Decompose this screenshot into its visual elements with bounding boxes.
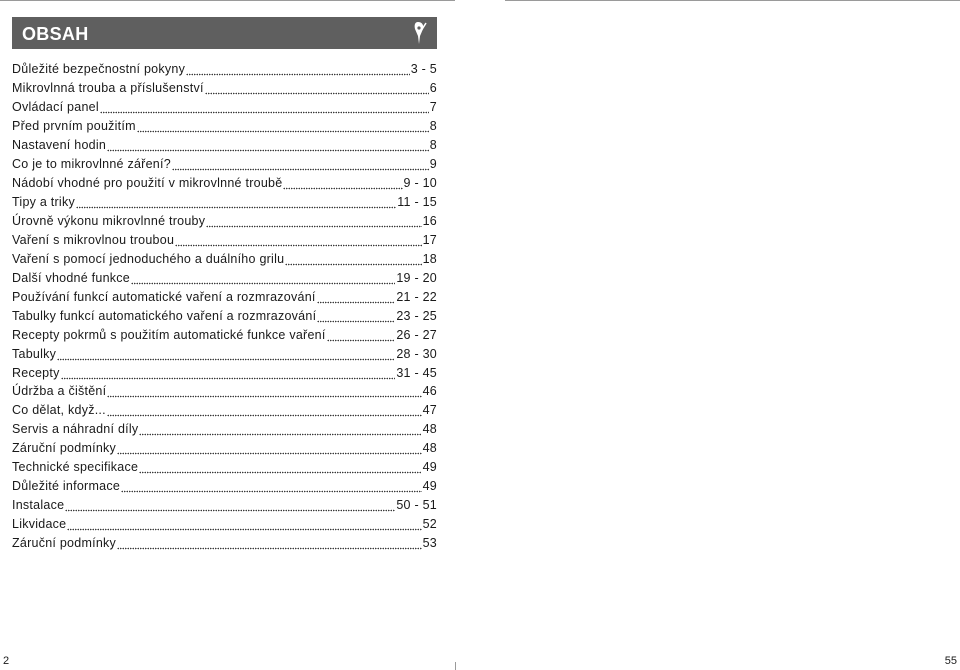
- toc-entry[interactable]: [12, 136, 437, 155]
- toc-entry[interactable]: [12, 98, 437, 117]
- toc-entry-page: 19 - 20: [396, 270, 437, 285]
- toc-entry-title: Mikrovlnná trouba a příslušenství: [12, 80, 204, 95]
- toc-entry-page: 16: [422, 213, 437, 228]
- toc-entry-page: 48: [422, 422, 437, 437]
- toc-entry[interactable]: [12, 307, 437, 326]
- toc-entry-page: 46: [422, 384, 437, 399]
- table-of-contents: [12, 60, 437, 553]
- toc-leader-dots: [139, 420, 421, 439]
- toc-entry-page: 49: [422, 479, 437, 494]
- toc-leader-dots: [67, 515, 421, 534]
- toc-entry[interactable]: [12, 515, 437, 534]
- toc-entry-page: 47: [422, 403, 437, 418]
- toc-entry-title: Likvidace: [12, 517, 67, 532]
- toc-entry-title: Nastavení hodin: [12, 137, 107, 152]
- toc-entry-page: 3 - 5: [410, 62, 437, 76]
- toc-entry-page: 6: [429, 80, 437, 95]
- toc-leader-dots: [283, 174, 402, 193]
- pen-nib-icon: [405, 19, 433, 47]
- toc-leader-dots: [317, 307, 395, 326]
- toc-entry[interactable]: [12, 458, 437, 477]
- toc-entry-page: 17: [422, 232, 437, 247]
- toc-entry[interactable]: [12, 326, 437, 345]
- toc-entry-page: 23 - 25: [396, 308, 437, 323]
- toc-entry[interactable]: [12, 439, 437, 458]
- toc-leader-dots: [139, 458, 421, 477]
- page-number-left: 2: [3, 655, 10, 667]
- toc-leader-dots: [117, 439, 422, 458]
- toc-leader-dots: [137, 117, 429, 136]
- toc-leader-dots: [107, 136, 429, 155]
- left-page: [0, 0, 455, 670]
- toc-entry-title: Vaření s mikrovlnou troubou: [12, 232, 175, 247]
- header-bar: [12, 17, 437, 49]
- page-title: OBSAH: [22, 24, 89, 44]
- toc-entry-title: Tabulky funkcí automatického vaření a rozmrazování: [12, 308, 317, 323]
- toc-leader-dots: [107, 401, 422, 420]
- toc-entry-page: 11 - 15: [397, 194, 437, 209]
- toc-entry[interactable]: [12, 477, 437, 496]
- toc-entry-title: Servis a náhradní díly: [12, 422, 139, 437]
- toc-entry[interactable]: [12, 269, 437, 288]
- toc-entry[interactable]: [12, 420, 437, 439]
- toc-leader-dots: [107, 382, 421, 401]
- toc-entry-title: Vaření s pomocí jednoduchého a duálního grilu: [12, 251, 285, 266]
- toc-leader-dots: [172, 155, 429, 174]
- toc-leader-dots: [61, 364, 396, 383]
- toc-entry[interactable]: [12, 382, 437, 401]
- toc-entry-title: Tabulky: [12, 346, 57, 361]
- toc-entry-title: Úrovně výkonu mikrovlnné trouby: [12, 213, 206, 228]
- toc-entry-page: 8: [429, 118, 437, 133]
- toc-entry-page: 53: [422, 536, 437, 551]
- toc-entry[interactable]: [12, 496, 437, 515]
- right-page: [505, 0, 960, 670]
- toc-entry[interactable]: [12, 155, 437, 174]
- toc-entry-title: Údržba a čištění: [12, 384, 107, 399]
- toc-entry-title: Záruční podmínky: [12, 536, 117, 551]
- toc-leader-dots: [175, 231, 421, 250]
- toc-entry-title: Tipy a triky: [12, 194, 75, 209]
- crop-mark: [455, 662, 456, 670]
- toc-leader-dots: [131, 269, 395, 288]
- toc-entry-title: Nádobí vhodné pro použití v mikrovlnné troubě: [12, 175, 283, 190]
- toc-entry[interactable]: [12, 193, 437, 212]
- toc-leader-dots: [65, 496, 395, 515]
- toc-entry-page: 18: [422, 251, 437, 266]
- toc-entry-title: Recepty pokrmů s použitím automatické funkce vaření: [12, 327, 326, 342]
- toc-entry-title: Technické specifikace: [12, 460, 139, 475]
- toc-entry-page: 52: [422, 517, 437, 532]
- toc-entry-title: Důležité informace: [12, 479, 121, 494]
- toc-entry[interactable]: [12, 60, 437, 79]
- toc-entry-page: 28 - 30: [396, 346, 437, 361]
- toc-leader-dots: [117, 534, 422, 553]
- toc-leader-dots: [206, 212, 421, 231]
- top-rule: [505, 0, 960, 1]
- toc-leader-dots: [285, 250, 421, 269]
- toc-entry-title: Další vhodné funkce: [12, 270, 131, 285]
- toc-entry-page: 7: [429, 99, 437, 114]
- toc-entry-title: Před prvním použitím: [12, 118, 136, 133]
- toc-entry[interactable]: [12, 364, 437, 383]
- toc-entry-page: 9 - 10: [403, 175, 437, 190]
- toc-entry[interactable]: [12, 534, 437, 553]
- toc-entry[interactable]: [12, 231, 437, 250]
- toc-entry[interactable]: [12, 79, 437, 98]
- toc-leader-dots: [100, 98, 429, 117]
- toc-entry-title: Ovládací panel: [12, 99, 99, 114]
- toc-leader-dots: [57, 345, 395, 364]
- toc-leader-dots: [317, 288, 396, 307]
- toc-leader-dots: [186, 60, 410, 79]
- toc-entry[interactable]: [12, 117, 437, 136]
- toc-entry-title: Co je to mikrovlnné záření?: [12, 156, 171, 171]
- toc-entry-page: 49: [422, 460, 437, 475]
- toc-leader-dots: [327, 326, 396, 345]
- toc-entry[interactable]: [12, 288, 437, 307]
- toc-entry-title: Záruční podmínky: [12, 441, 117, 456]
- toc-entry[interactable]: [12, 345, 437, 364]
- toc-leader-dots: [76, 193, 396, 212]
- toc-entry[interactable]: [12, 174, 437, 193]
- page-number-right: 55: [944, 655, 957, 667]
- top-rule: [0, 0, 455, 1]
- toc-entry-title: Instalace: [12, 498, 65, 513]
- toc-entry-title: Důležité bezpečnostní pokyny: [12, 62, 186, 76]
- toc-leader-dots: [121, 477, 422, 496]
- toc-leader-dots: [205, 79, 429, 98]
- toc-entry-page: 9: [429, 156, 437, 171]
- toc-entry-title: Používání funkcí automatické vaření a rozmrazování: [12, 289, 316, 304]
- toc-entry[interactable]: [12, 250, 437, 269]
- toc-entry-page: 48: [422, 441, 437, 456]
- toc-entry-title: Co dělat, když...: [12, 403, 106, 418]
- toc-entry[interactable]: [12, 212, 437, 231]
- toc-entry-page: 21 - 22: [396, 289, 437, 304]
- toc-entry-page: 8: [429, 137, 437, 152]
- toc-entry[interactable]: [12, 401, 437, 420]
- toc-entry-page: 31 - 45: [396, 365, 437, 380]
- toc-entry-title: Recepty: [12, 365, 60, 380]
- toc-entry-page: 50 - 51: [396, 498, 437, 513]
- toc-entry-page: 26 - 27: [396, 327, 437, 342]
